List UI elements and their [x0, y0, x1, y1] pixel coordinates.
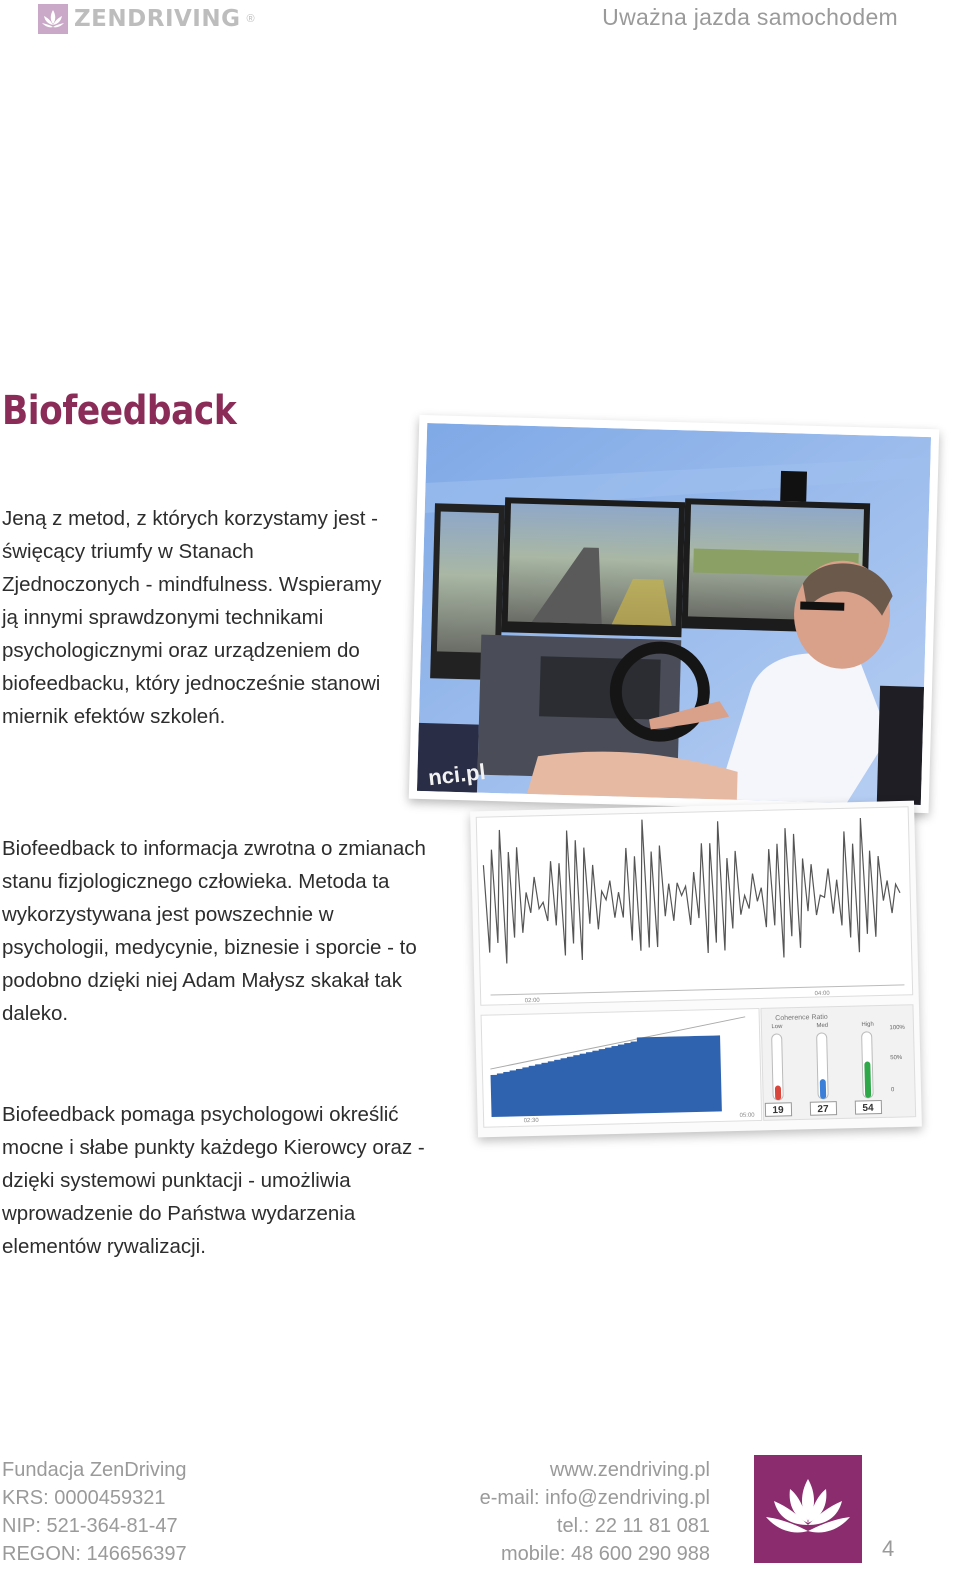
meter-value-med: 27 — [817, 1103, 829, 1116]
registered-mark: ® — [246, 13, 255, 25]
footer-foundation-name: Fundacja ZenDriving — [2, 1459, 187, 1481]
meter-value-low: 19 — [772, 1104, 784, 1117]
simulator-photo-image — [417, 423, 931, 805]
meter-fill-med — [820, 1079, 826, 1099]
page-number: 4 — [882, 1536, 895, 1561]
footer-foundation-info — [2, 1456, 187, 1568]
footer-phone: tel.: 22 11 81 081 — [556, 1515, 710, 1537]
logo-text: ZENDRIVING — [74, 6, 241, 32]
paragraph-mindfulness: Jeną z metod, z których korzystamy jest - święcący triumfy w Stanach Zjednoczonych - mindfulness. Wspieramy ją innymi sprawdzonymi technikami psychologicznymi oraz urządzeniem do biofeedbacku, który jednocześnie stanowi miernik efektów szkoleń. — [2, 507, 382, 728]
footer-email: e-mail: info@zendriving.pl — [479, 1487, 710, 1509]
meter-scale-label: 100% — [889, 1024, 905, 1032]
biofeedback-screenshot — [470, 801, 922, 1138]
meter-fill-high — [864, 1061, 871, 1097]
time-label-bottom-2: 05:00 — [739, 1112, 755, 1119]
footer-krs: KRS: 0000459321 — [2, 1487, 166, 1509]
footer-nip: NIP: 521-364-81-47 — [2, 1515, 178, 1537]
meter-label-high: High — [861, 1021, 874, 1028]
coherence-title: Coherence Ratio — [775, 1013, 828, 1023]
meter-fill-low — [775, 1085, 781, 1100]
banner-text: nci.pl — [426, 758, 487, 791]
meter-value-high: 54 — [862, 1102, 874, 1114]
meter-scale-label: 0 — [890, 1087, 895, 1094]
time-label-top-1: 02:00 — [524, 997, 540, 1005]
footer-contact-info — [480, 1456, 710, 1568]
lotus-icon — [38, 4, 68, 34]
time-label-bottom-1: 02:30 — [523, 1117, 539, 1125]
footer-website: www.zendriving.pl — [549, 1459, 710, 1481]
meter-scale-label: 50% — [890, 1054, 903, 1062]
meter-label-low: Low — [771, 1023, 783, 1031]
meter-label-med: Med — [816, 1022, 829, 1030]
footer-mobile: mobile: 48 600 290 988 — [500, 1543, 710, 1565]
driving-simulator-photo — [409, 415, 940, 813]
section-title: Biofeedback — [2, 388, 237, 434]
paragraph-biofeedback-definition: Biofeedback to informacja zwrotna o zmianach stanu fizjologicznego człowieka. Metoda ta wykorzystywana jest powszechnie w psychologii, medycynie, biznesie i sporcie - to podobno dzięki niej Adam Małysz skakał tak daleko. — [2, 837, 426, 1025]
paragraph-biofeedback-scoring: Biofeedback pomaga psychologowi określić mocne i słabe punkty każdego Kierowcy oraz - dzięki systemowi punktacji - umożliwia wprowadzenie do Państwa wydarzenia elementów rywalizacji. — [2, 1103, 425, 1258]
footer-regon: REGON: 146656397 — [2, 1543, 187, 1565]
lotus-logo-icon — [754, 1455, 862, 1563]
header-tagline: Uważna jazda samochodem — [602, 4, 898, 30]
biofeedback-graphs — [470, 801, 922, 1138]
zendriving-logo — [38, 4, 255, 34]
time-label-top-2: 04:00 — [814, 990, 830, 998]
